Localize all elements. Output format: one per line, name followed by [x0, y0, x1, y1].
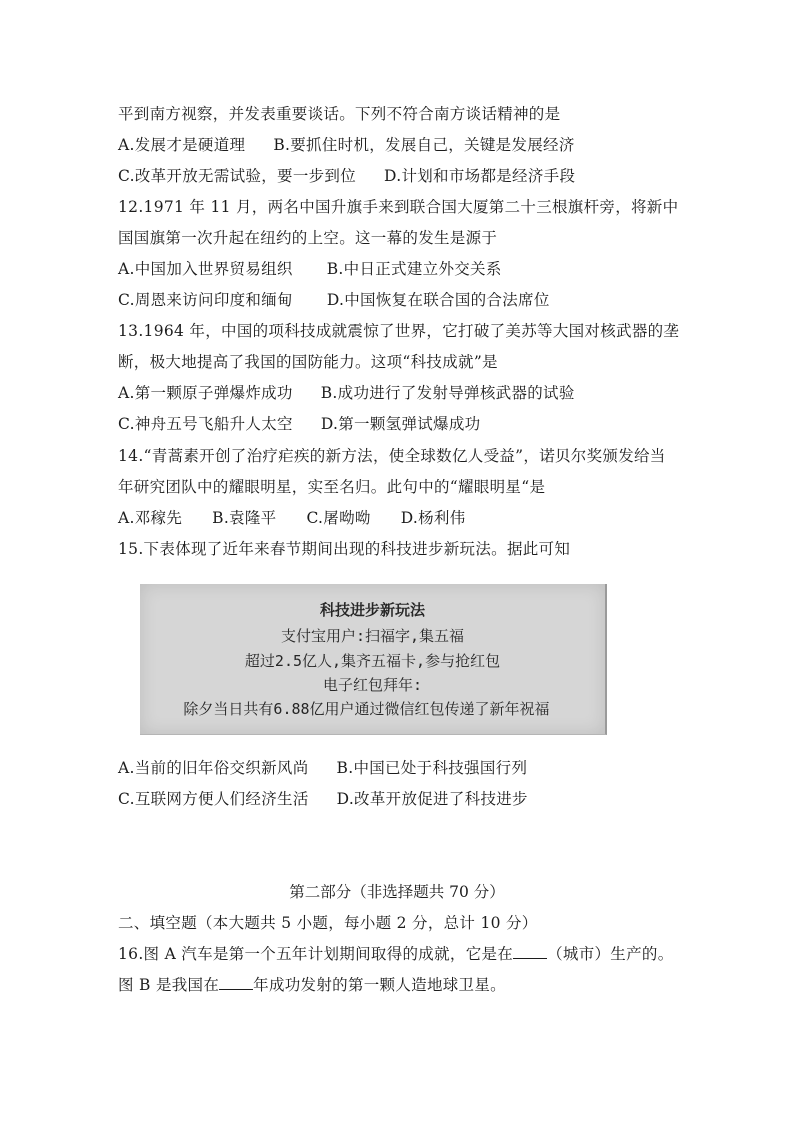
- q14-option-d: D.杨利伟: [400, 509, 466, 527]
- q14-option-a: A.邓稼先: [118, 509, 183, 527]
- q11-stem: 平到南方视察，并发表重要谈话。下列不符合南方谈话精神的是: [118, 105, 561, 123]
- q12-stem-line2: 国国旗第一次升起在纽约的上空。这一幕的发生是源于: [118, 229, 498, 247]
- q11-options-row1: [118, 135, 575, 155]
- q13-option-b: B.成功进行了发射导弹核武器的试验: [320, 384, 575, 402]
- q13-stem-line2: 断，极大地提高了我国的国防能力。这项“科技成就”是: [118, 353, 498, 371]
- q13-options-row2: [118, 414, 480, 434]
- q11-option-b: B.要抓住时机，发展自己，关键是发展经济: [273, 136, 575, 154]
- q11-option-c: C.改革开放无需试验，要一步到位: [118, 167, 357, 185]
- q13-options-row1: [118, 383, 575, 403]
- q11-option-a: A.发展才是硬道理: [118, 136, 246, 154]
- q16-line2-text-b: 年成功发射的第一颗人造地球卫星。: [253, 976, 506, 994]
- q11-option-d: D.计划和市场都是经济手段: [384, 167, 576, 185]
- q15-table-line2: 超过2.5亿人,集齐五福卡,参与抢红包: [244, 652, 501, 670]
- q15-option-c: C.互联网方便人们经济生活: [118, 790, 309, 808]
- q14-option-b: B.袁隆平: [212, 509, 277, 527]
- q12-option-a: A.中国加入世界贸易组织: [118, 260, 293, 278]
- q13-option-c: C.神舟五号飞船升人太空: [118, 415, 293, 433]
- q16-line1-text-b: （城市）生产的。: [547, 945, 674, 963]
- q15-options-row2: [118, 789, 528, 809]
- q12-option-c: C.周恩来访问印度和缅甸: [118, 291, 293, 309]
- q14-stem-line1: 14.“青蒿素开创了治疗疟疾的新方法，使全球数亿人受益”，诺贝尔奖颁发给当: [118, 447, 666, 465]
- q16-line1: [118, 944, 674, 964]
- q11-options-row2: [118, 166, 575, 186]
- q13-option-a: A.第一颗原子弹爆炸成功: [118, 384, 293, 402]
- q16-blank-city[interactable]: [513, 944, 547, 959]
- part2-title: 第二部分（非选择题共 70 分）: [289, 883, 505, 901]
- q16-line2-text-a: 图 B 是我国在: [118, 976, 220, 994]
- q12-option-d: D.中国恢复在联合国的合法席位: [326, 291, 550, 309]
- q12-options-row1: [118, 259, 502, 279]
- q15-option-d: D.改革开放促进了科技进步: [336, 790, 528, 808]
- q13-option-d: D.第一颗氢弹试爆成功: [320, 415, 481, 433]
- q15-options-row1: [118, 758, 527, 778]
- q15-option-a: A.当前的旧年俗交织新风尚: [118, 759, 309, 777]
- q15-table-line1: 支付宝用户:扫福字,集五福: [280, 627, 465, 645]
- q16-blank-year[interactable]: [219, 975, 253, 990]
- q16-line1-text-a: 16.图 A 汽车是第一个五年计划期间取得的成就，它是在: [118, 945, 514, 963]
- q12-options-row2: [118, 290, 550, 310]
- q12-stem-line1: 12.1971 年 11 月，两名中国升旗手来到联合国大厦第二十三根旗杆旁，将新中: [118, 198, 679, 216]
- q15-table-title: 科技进步新玩法: [319, 601, 425, 619]
- q14-option-c: C.屠呦呦: [306, 509, 371, 527]
- q15-table-line4: 除夕当日共有6.88亿用户通过微信红包传递了新年祝福: [183, 700, 550, 718]
- q14-options-row: [118, 508, 466, 528]
- q15-option-b: B.中国已处于科技强国行列: [336, 759, 528, 777]
- q13-stem-line1: 13.1964 年，中国的项科技成就震惊了世界，它打破了美苏等大国对核武器的垄: [118, 322, 680, 340]
- q14-stem-line2: 年研究团队中的耀眼明星，实至名归。此句中的“耀眼明星“是: [118, 478, 546, 496]
- q15-table-line3: 电子红包拜年:: [322, 676, 423, 694]
- q16-line2: [118, 975, 506, 995]
- section-heading: 二、填空题（本大题共 5 小题，每小题 2 分，总计 10 分）: [118, 914, 538, 932]
- q12-option-b: B.中日正式建立外交关系: [326, 260, 502, 278]
- q15-table-image: [140, 584, 607, 735]
- q15-stem: 15.下表体现了近年来春节期间出现的科技进步新玩法。据此可知: [118, 540, 571, 558]
